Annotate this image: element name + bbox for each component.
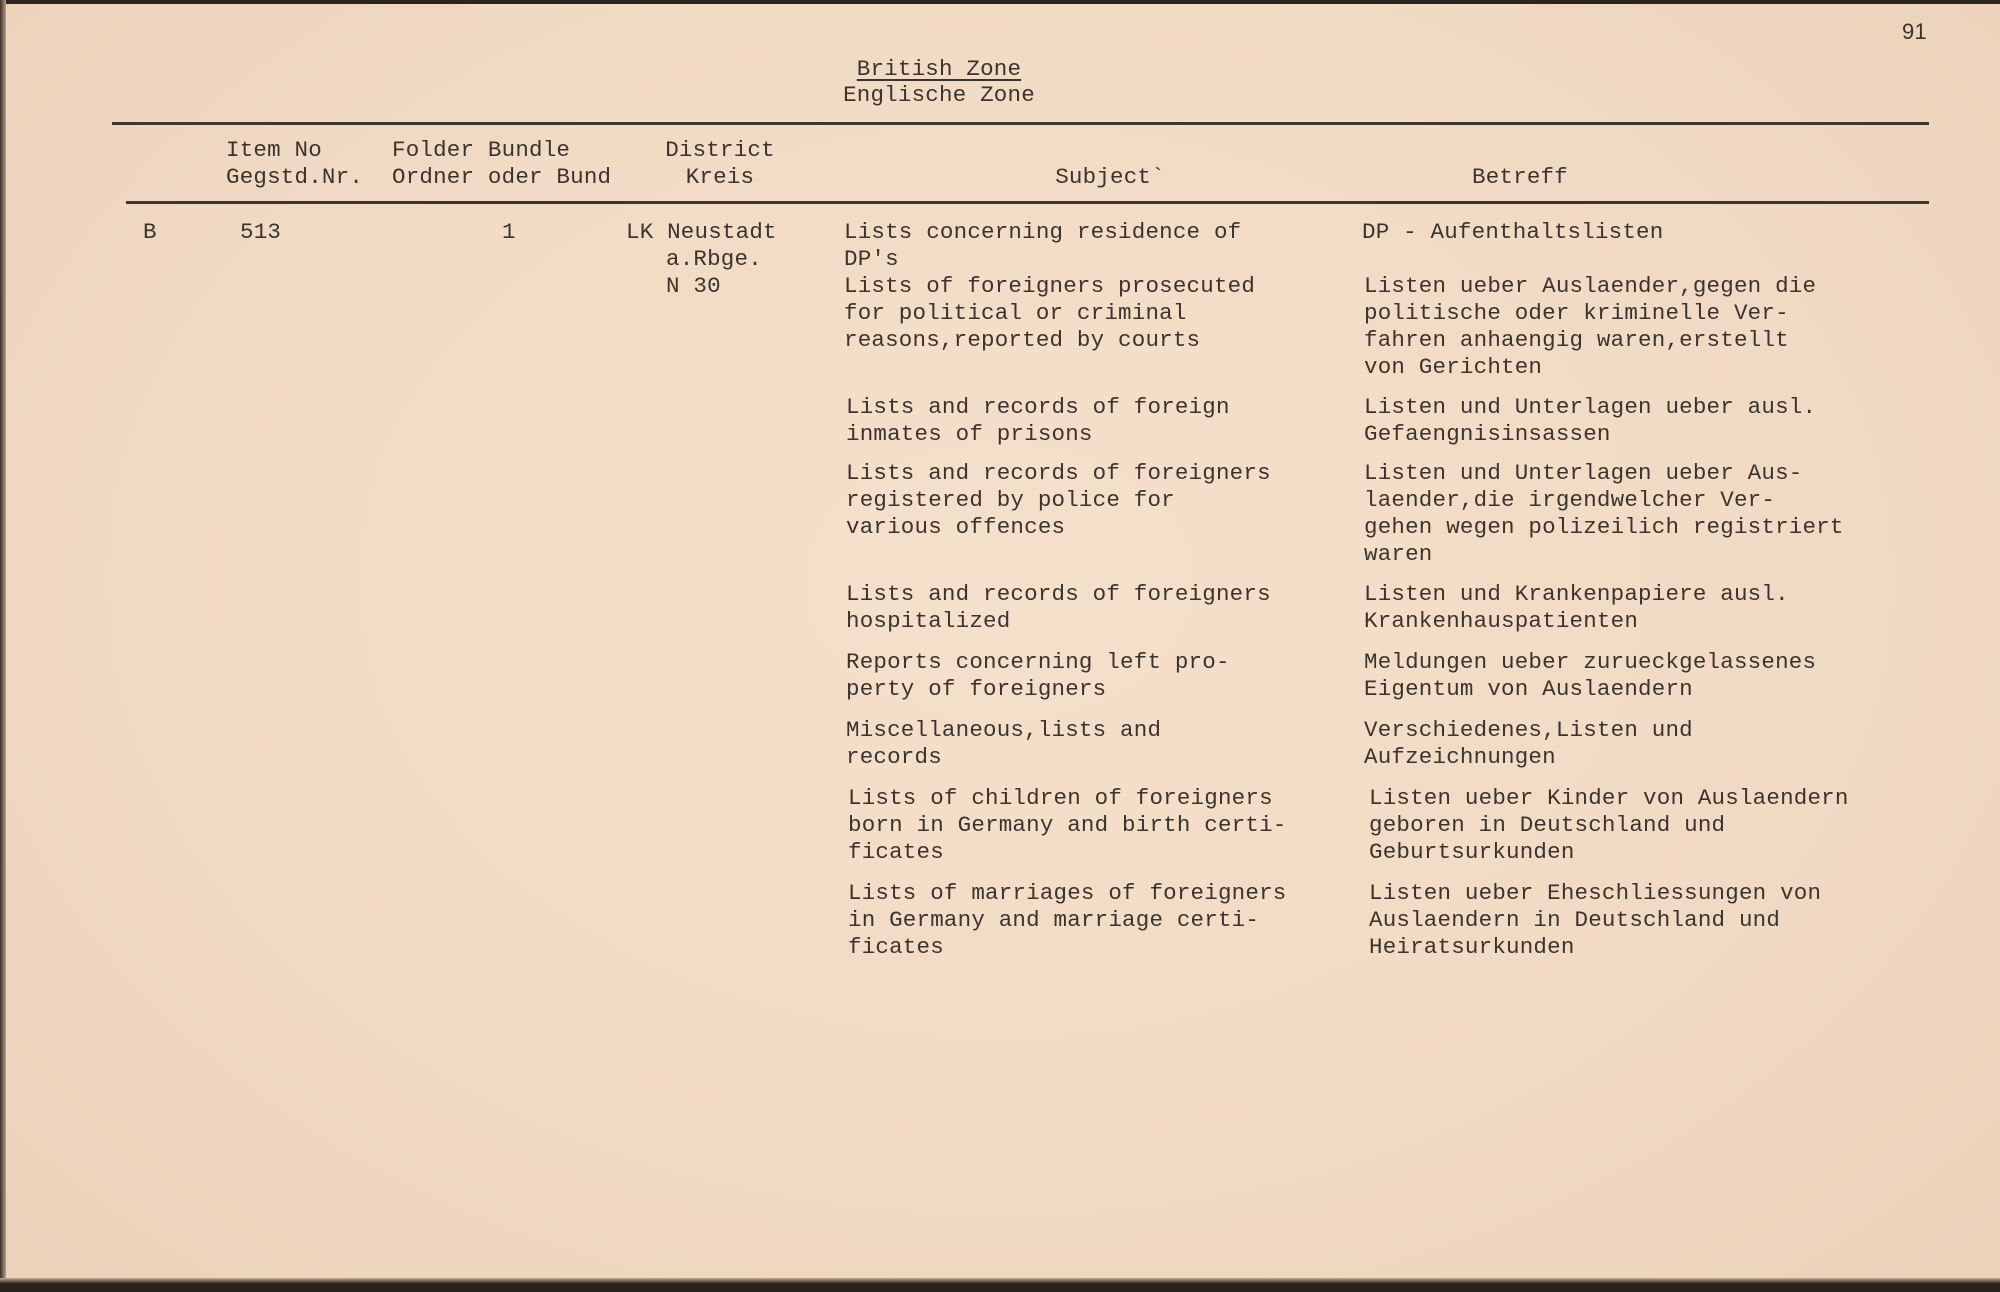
entry-subject: Lists concerning residence of DP's [844, 219, 1242, 272]
column-header-subject: Subject` [1055, 164, 1165, 190]
entry-subject: Lists and records of foreigners registered by police for various offences [846, 460, 1271, 540]
folder-number: 1 [502, 219, 516, 245]
entry-subject: Lists of marriages of foreigners in Germany and marriage certi- ficates [848, 880, 1287, 960]
entry-subject: Lists and records of foreign inmates of prisons [846, 394, 1230, 447]
entry-subject: Miscellaneous,lists and records [846, 717, 1162, 770]
entry-betreff: Listen ueber Auslaender,gegen die politische oder kriminelle Ver- fahren anhaengig waren,erstellt von Gerichten [1364, 273, 1817, 380]
district-name: LK Neustadt [626, 219, 777, 245]
entry-subject: Lists and records of foreigners hospitalized [846, 581, 1271, 634]
title-english: British Zone [856, 56, 1022, 82]
column-header-folder: Folder Bundle Ordner oder Bund [392, 137, 612, 190]
header-top-rule [112, 122, 1929, 125]
entry-subject: Lists of foreigners prosecuted for political or criminal reasons,reported by courts [844, 273, 1256, 353]
column-header-betreff: Betreff [1472, 164, 1568, 190]
district-detail: a.Rbge. N 30 [666, 246, 762, 299]
scan-edge-top [0, 0, 2000, 4]
entry-betreff: Listen und Krankenpapiere ausl. Krankenhauspatienten [1364, 581, 1789, 634]
item-number: 513 [240, 219, 282, 245]
section-letter: B [143, 219, 157, 245]
entry-betreff: Listen und Unterlagen ueber ausl. Gefaengnisinsassen [1364, 394, 1817, 447]
entry-betreff: Verschiedenes,Listen und Aufzeichnungen [1364, 717, 1693, 770]
entry-betreff: Meldungen ueber zurueckgelassenes Eigentum von Auslaendern [1364, 649, 1817, 702]
column-header-item-no: Item No Gegstd.Nr. [226, 137, 364, 190]
title-german: Englische Zone [843, 82, 1035, 108]
entry-subject: Reports concerning left pro- perty of foreigners [846, 649, 1230, 702]
scan-edge-bottom [0, 1278, 2000, 1292]
scan-edge-left [0, 0, 6, 1292]
header-bottom-rule [126, 201, 1929, 204]
column-header-district: District Kreis [665, 137, 775, 190]
entry-betreff: Listen und Unterlagen ueber Aus- laender,die irgendwelcher Ver- gehen wegen polizeilich registriert waren [1364, 460, 1844, 567]
page-number: 91 [1902, 19, 1927, 44]
entry-subject: Lists of children of foreigners born in Germany and birth certi- ficates [848, 785, 1287, 865]
entry-betreff: Listen ueber Kinder von Auslaendern geboren in Deutschland und Geburtsurkunden [1369, 785, 1849, 865]
entry-betreff: DP - Aufenthaltslisten [1362, 219, 1664, 245]
entry-betreff: Listen ueber Eheschliessungen von Auslaendern in Deutschland und Heiratsurkunden [1369, 880, 1822, 960]
